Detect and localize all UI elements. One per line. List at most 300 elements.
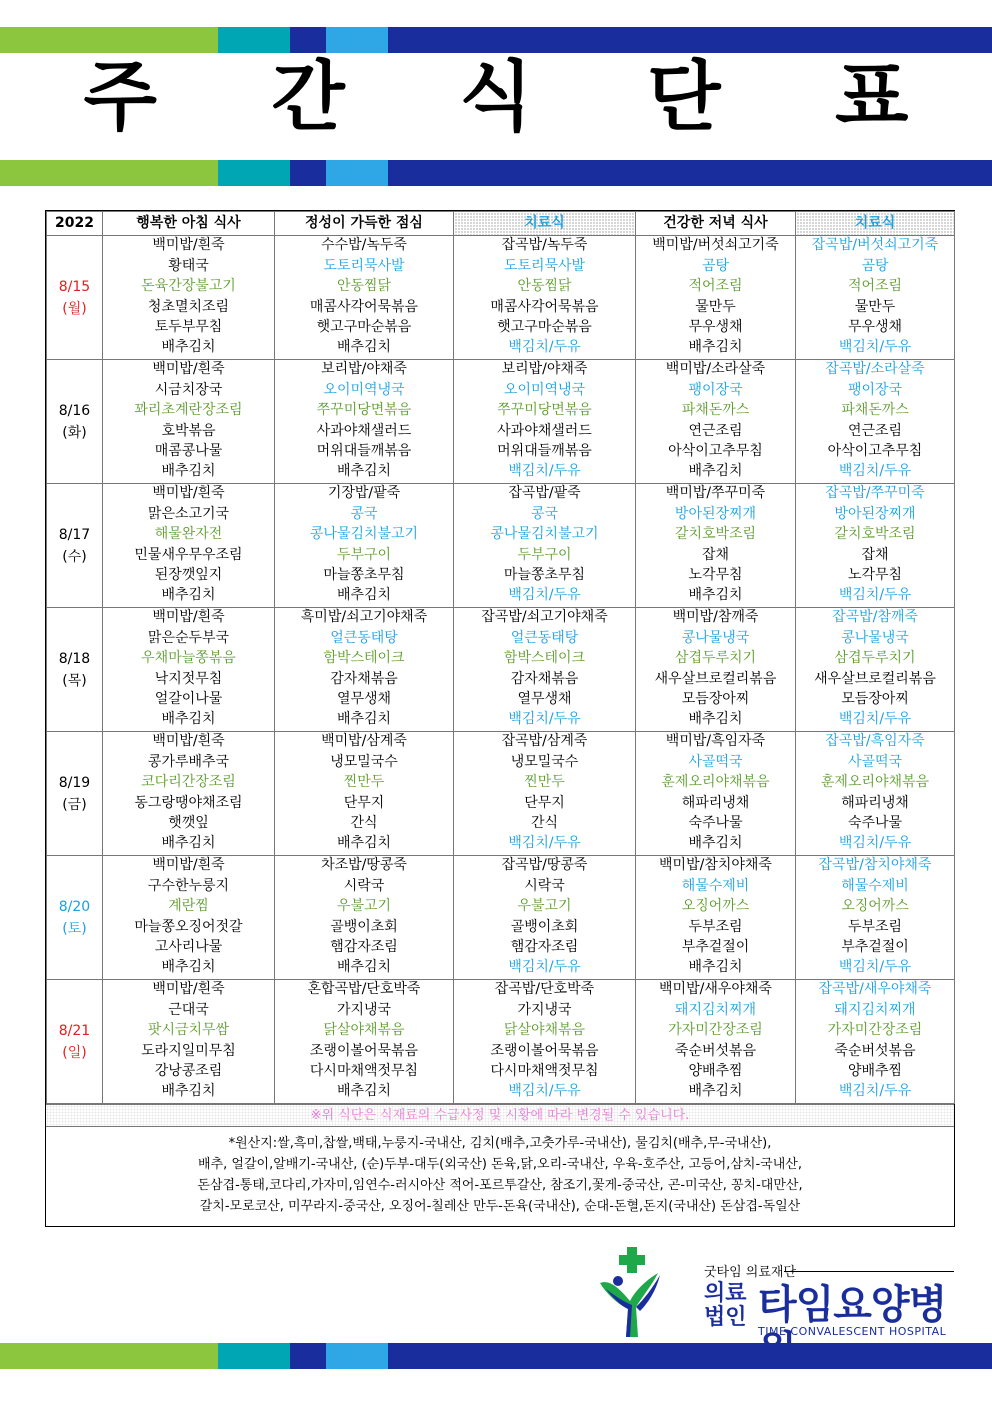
menu-item: 간식 (350, 814, 378, 831)
menu-item: 백미밥/소라살죽 (665, 361, 766, 378)
therapy-lunch-header: 치료식 (454, 212, 636, 236)
weekday-label: (목) (62, 672, 87, 689)
menu-item: 백미밥/흰죽 (152, 857, 225, 874)
lunch-cell (275, 608, 454, 732)
menu-item: 백김치/두유 (508, 463, 581, 480)
header-row (47, 212, 955, 236)
menu-item: 시금치장국 (154, 381, 223, 398)
dinner-header: 건강한 저녁 식사 (636, 212, 796, 236)
logo-emblem-icon (596, 1245, 706, 1340)
menu-item: 햄감자조림 (510, 938, 579, 955)
menu-item: 무우생채 (847, 318, 903, 335)
menu-item: 얼큰동태탕 (330, 629, 398, 646)
menu-item: 훈제오리야채볶음 (820, 774, 930, 791)
menu-item: 조랭이볼어묵볶음 (309, 1042, 419, 1059)
menu-item: 단무지 (524, 794, 565, 811)
menu-item: 갈치호박조림 (834, 526, 916, 543)
menu-item: 수수밥/녹두죽 (321, 237, 407, 254)
menu-item: 배추김치 (161, 835, 216, 852)
origin-line: 배추, 얼갈이,알배기-국내산, (순)두부-대두(외국산) 돈육,닭,오리-국내산, 우육-호주산, 고등어,삼치-국내산, (198, 1157, 802, 1172)
lunch-cell (275, 856, 454, 980)
menu-item: 잡채 (701, 546, 730, 563)
menu-item: 백김치/두유 (508, 339, 581, 356)
menu-item: 오징어까스 (681, 898, 750, 915)
menu-item: 우불고기 (336, 898, 392, 915)
menu-item: 마늘쫑초무침 (503, 566, 586, 583)
menu-item: 방아된장찌개 (674, 505, 757, 522)
menu-item: 배추김치 (161, 711, 216, 728)
logo-kind-bottom: 법인 (704, 1305, 747, 1330)
menu-item: 배추김치 (161, 1083, 216, 1100)
menu-grid (46, 211, 955, 1104)
menu-item: 백김치/두유 (838, 711, 912, 728)
menu-item: 백김치/두유 (508, 711, 581, 728)
menu-item: 우불고기 (517, 898, 572, 915)
menu-item: 골뱅이초회 (330, 918, 398, 935)
menu-item: 가자미간장조림 (827, 1022, 923, 1039)
menu-item: 백김치/두유 (838, 339, 912, 356)
menu-item: 도토리묵사발 (323, 257, 405, 274)
menu-item: 된장깻잎지 (154, 566, 223, 583)
menu-item: 두부구이 (517, 546, 572, 563)
origin-line: 갈치-모로코산, 미꾸라지-중국산, 오징어-칠레산 만두-돈육(국내산), 순대-돈혈,돈지(국내산) 돈삼겹-독일산 (199, 1199, 801, 1214)
menu-item: 잡곡밥/쭈꾸미죽 (825, 485, 925, 502)
menu-item: 쭈꾸미당면볶음 (316, 402, 412, 419)
therapy-dinner-cell (796, 856, 955, 980)
menu-item: 배추김치 (161, 587, 216, 604)
menu-item: 백김치/두유 (838, 835, 912, 852)
menu-item: 돼지김치찌개 (674, 1001, 757, 1018)
menu-item: 도라지일미무침 (141, 1042, 236, 1059)
menu-item: 죽순버섯볶음 (834, 1042, 916, 1059)
menu-item: 새우살브로컬리볶음 (654, 670, 777, 687)
menu-item: 팽이장국 (847, 381, 903, 398)
menu-item: 토두부무침 (154, 318, 223, 335)
therapy-lunch-cell (454, 856, 636, 980)
menu-item: 조랭이볼어묵볶음 (490, 1042, 599, 1059)
menu-item: 잡곡밥/녹두죽 (501, 237, 588, 254)
therapy-dinner-cell (796, 360, 955, 484)
menu-item: 노각무침 (847, 566, 903, 583)
menu-item: 잡곡밥/참깨죽 (832, 609, 918, 626)
menu-item: 노각무침 (688, 566, 743, 583)
weekday-label: (토) (62, 920, 87, 937)
weekday-label: (금) (62, 796, 87, 813)
menu-item: 잡곡밥/소라살죽 (825, 361, 925, 378)
menu-item: 햄감자조림 (330, 938, 398, 955)
menu-item: 호박볶음 (161, 422, 216, 439)
menu-item: 청초멸치조림 (147, 298, 230, 315)
breakfast-cell (103, 856, 275, 980)
menu-body (47, 236, 955, 1104)
therapy-dinner-cell (796, 980, 955, 1104)
menu-item: 강낭콩조림 (154, 1062, 223, 1079)
day-row (47, 732, 955, 856)
date-label: 8/17 (58, 526, 91, 543)
menu-item: 삼겹두루치기 (834, 650, 916, 667)
menu-item: 적어조림 (688, 278, 743, 295)
menu-item: 혼합곡밥/단호박죽 (307, 981, 421, 998)
dinner-cell (636, 980, 796, 1104)
menu-item: 배추김치 (336, 587, 392, 604)
menu-item: 마늘쫑초무침 (323, 566, 405, 583)
menu-item: 햇고구마순볶음 (316, 318, 412, 335)
menu-item: 오징어까스 (841, 898, 909, 915)
menu-item: 햇고구마순볶음 (497, 318, 592, 335)
menu-item: 얼갈이나물 (154, 690, 223, 707)
menu-item: 골뱅이초회 (510, 918, 579, 935)
menu-item: 배추김치 (336, 959, 392, 976)
menu-item: 백미밥/쭈꾸미죽 (665, 485, 766, 502)
menu-item: 콩국 (350, 505, 378, 522)
menu-item: 잡곡밥/땅콩죽 (501, 857, 588, 874)
menu-item: 배추김치 (688, 587, 743, 604)
logo-kind-top: 의료 (704, 1281, 747, 1306)
menu-item: 백김치/두유 (508, 587, 581, 604)
menu-item: 삼겹두루치기 (674, 650, 757, 667)
menu-item: 숙주나물 (847, 814, 903, 831)
menu-item: 잡곡밥/버섯쇠고기죽 (811, 237, 939, 254)
menu-item: 맑은순두부국 (147, 629, 230, 646)
menu-item: 맑은소고기국 (147, 505, 230, 522)
menu-item: 차조밥/땅콩죽 (321, 857, 407, 874)
day-row (47, 360, 955, 484)
menu-item: 가지냉국 (517, 1001, 572, 1018)
origin-line: 돈삼겹-통태,코다리,가자미,임연수-러시아산 적어-포르투갈산, 참조기,꽃게-중국산, 곤-미국산, 꽁치-대만산, (197, 1178, 803, 1193)
therapy-lunch-cell (454, 360, 636, 484)
menu-item: 부추겉절이 (681, 938, 750, 955)
menu-item: 파채돈까스 (841, 402, 909, 419)
menu-item: 배추김치 (161, 463, 216, 480)
menu-item: 방아된장찌개 (834, 505, 916, 522)
dinner-cell (636, 856, 796, 980)
menu-item: 보리밥/야채죽 (321, 361, 407, 378)
therapy-dinner-cell (796, 608, 955, 732)
menu-item: 팽이장국 (688, 381, 743, 398)
menu-item: 백김치/두유 (508, 1083, 581, 1100)
menu-item: 배추김치 (336, 339, 392, 356)
menu-item: 백미밥/흰죽 (152, 609, 225, 626)
menu-item: 새우살브로컬리볶음 (814, 670, 936, 687)
date-label: 8/15 (58, 278, 91, 295)
menu-item: 아삭이고추무침 (668, 442, 763, 459)
menu-item: 보리밥/야채죽 (501, 361, 588, 378)
menu-item: 두부조림 (847, 918, 903, 935)
menu-item: 배추김치 (688, 1083, 743, 1100)
menu-item: 기장밥/팥죽 (327, 485, 401, 502)
change-notice: ※위 식단은 식재료의 수급사정 및 시황에 따라 변경될 수 있습니다. (46, 1104, 954, 1126)
top-stripe (0, 27, 992, 53)
menu-item: 훈제오리야채볶음 (661, 774, 770, 791)
origin-line: *원산지:쌀,흑미,찹쌀,백태,누룽지-국내산, 김치(배추,고춧가루-국내산), 물김치(배추,무-국내산), (228, 1136, 772, 1151)
menu-item: 배추김치 (336, 463, 392, 480)
menu-item: 동그랑땡야채조림 (134, 794, 243, 811)
dinner-cell (636, 360, 796, 484)
menu-item: 배추김치 (688, 339, 743, 356)
day-row (47, 980, 955, 1104)
menu-item: 찐만두 (524, 774, 565, 791)
lunch-cell (275, 980, 454, 1104)
menu-item: 단무지 (343, 794, 385, 811)
breakfast-cell (103, 608, 275, 732)
menu-item: 잡곡밥/쇠고기야채죽 (481, 609, 608, 626)
therapy-lunch-cell (454, 980, 636, 1104)
menu-item: 백김치/두유 (838, 959, 912, 976)
page-title: 주 간 식 단 표 (83, 52, 953, 141)
menu-item: 백미밥/흰죽 (152, 981, 225, 998)
menu-item: 사골떡국 (847, 753, 903, 770)
day-row (47, 236, 955, 360)
day-date (47, 484, 103, 608)
menu-item: 배추김치 (688, 959, 743, 976)
menu-item: 감자채볶음 (510, 670, 579, 687)
date-label: 8/18 (58, 650, 91, 667)
menu-item: 숙주나물 (688, 814, 743, 831)
menu-item: 모듬장아찌 (841, 690, 909, 707)
menu-item: 배추김치 (688, 463, 743, 480)
menu-item: 배추김치 (688, 835, 743, 852)
date-label: 8/20 (58, 898, 91, 915)
therapy-lunch-cell (454, 236, 636, 360)
menu-item: 낙지젓무침 (154, 670, 223, 687)
menu-item: 닭살야채볶음 (503, 1022, 586, 1039)
menu-item: 죽순버섯볶음 (674, 1042, 757, 1059)
lunch-cell (275, 484, 454, 608)
menu-item: 백미밥/흰죽 (152, 485, 225, 502)
date-label: 8/16 (58, 402, 91, 419)
menu-item: 콩나물김치불고기 (490, 526, 599, 543)
lunch-cell (275, 236, 454, 360)
therapy-lunch-cell (454, 608, 636, 732)
menu-item: 잡곡밥/참치야채죽 (818, 857, 932, 874)
menu-item: 오이미역냉국 (323, 381, 405, 398)
menu-item: 감자채볶음 (330, 670, 398, 687)
menu-item: 물만두 (854, 298, 896, 315)
menu-item: 콩나물냉국 (841, 629, 909, 646)
menu-item: 잡곡밥/단호박죽 (494, 981, 595, 998)
logo-name: 타임요양병 (758, 1282, 947, 1328)
menu-item: 해물수제비 (681, 877, 750, 894)
date-label: 8/21 (58, 1022, 91, 1039)
menu-item: 부추겉절이 (841, 938, 909, 955)
menu-item: 곰탕 (861, 257, 889, 274)
weekday-label: (화) (62, 424, 87, 441)
menu-item: 머위대들깨볶음 (316, 442, 412, 459)
menu-item: 팟시금치무쌈 (147, 1022, 230, 1039)
menu-item: 가자미간장조림 (668, 1022, 763, 1039)
day-date (47, 980, 103, 1104)
menu-item: 배추김치 (336, 835, 392, 852)
menu-item: 백김치/두유 (838, 463, 912, 480)
day-date (47, 732, 103, 856)
menu-item: 고사리나물 (154, 938, 223, 955)
menu-item: 사골떡국 (688, 753, 743, 770)
origin-info (46, 1126, 954, 1217)
dinner-cell (636, 236, 796, 360)
menu-item: 콩나물김치불고기 (309, 526, 419, 543)
menu-item: 연근조림 (688, 422, 743, 439)
menu-item: 냉모밀국수 (330, 753, 398, 770)
menu-item: 백미밥/흑임자죽 (665, 733, 766, 750)
menu-item: 도토리묵사발 (503, 257, 586, 274)
menu-item: 콩나물냉국 (681, 629, 750, 646)
menu-item: 간식 (530, 814, 559, 831)
menu-item: 잡곡밥/팥죽 (508, 485, 581, 502)
menu-item: 물만두 (695, 298, 736, 315)
year-header: 2022 (47, 212, 103, 236)
menu-item: 머위대들깨볶음 (497, 442, 592, 459)
menu-item: 매콤콩나물 (154, 442, 223, 459)
therapy-lunch-cell (454, 732, 636, 856)
menu-item: 해물완자전 (154, 526, 223, 543)
menu-item: 무우생채 (688, 318, 743, 335)
menu-item: 백미밥/흰죽 (152, 237, 225, 254)
day-row (47, 856, 955, 980)
menu-item: 사과야채샐러드 (316, 422, 412, 439)
menu-item: 꽈리초계란장조림 (134, 402, 243, 419)
menu-item: 오이미역냉국 (503, 381, 586, 398)
menu-item: 얼큰동태탕 (510, 629, 579, 646)
menu-item: 콩국 (530, 505, 559, 522)
menu-item: 돼지김치찌개 (834, 1001, 916, 1018)
menu-item: 해파리냉채 (681, 794, 750, 811)
menu-item: 백미밥/새우야채죽 (659, 981, 772, 998)
menu-item: 배추김치 (336, 711, 392, 728)
menu-item: 열무생채 (336, 690, 392, 707)
menu-item: 백미밥/흰죽 (152, 361, 225, 378)
menu-item: 백김치/두유 (838, 1083, 912, 1100)
breakfast-cell (103, 484, 275, 608)
breakfast-cell (103, 980, 275, 1104)
menu-item: 계란찜 (168, 898, 209, 915)
menu-item: 곰탕 (701, 257, 730, 274)
menu-item: 백미밥/버섯쇠고기죽 (652, 237, 779, 254)
day-row (47, 608, 955, 732)
menu-item: 콩가루배추국 (147, 753, 230, 770)
menu-item: 백미밥/흰죽 (152, 733, 225, 750)
menu-item: 두부조림 (688, 918, 743, 935)
therapy-dinner-cell (796, 732, 955, 856)
menu-item: 잡곡밥/흑임자죽 (825, 733, 925, 750)
menu-item: 찐만두 (343, 774, 385, 791)
menu-item: 근대국 (168, 1001, 209, 1018)
breakfast-cell (103, 236, 275, 360)
menu-item: 가지냉국 (336, 1001, 392, 1018)
menu-item: 구수한누룽지 (147, 877, 230, 894)
therapy-dinner-cell (796, 484, 955, 608)
menu-item: 열무생채 (517, 690, 572, 707)
menu-item: 백미밥/참치야채죽 (659, 857, 772, 874)
day-row (47, 484, 955, 608)
menu-item: 황태국 (168, 257, 209, 274)
date-label: 8/19 (58, 774, 91, 791)
logo-divider (784, 1271, 954, 1272)
menu-item: 배추김치 (161, 339, 216, 356)
day-date (47, 360, 103, 484)
menu-item: 사과야채샐러드 (497, 422, 592, 439)
menu-item: 냉모밀국수 (510, 753, 579, 770)
breakfast-cell (103, 732, 275, 856)
menu-item: 양배추찜 (847, 1062, 903, 1079)
menu-item: 쭈꾸미당면볶음 (497, 402, 592, 419)
menu-item: 배추김치 (161, 959, 216, 976)
logo-foundation: 굿타임 의료재단 (704, 1265, 797, 1280)
lunch-cell (275, 360, 454, 484)
menu-item: 배추김치 (688, 711, 743, 728)
menu-item: 햇깻잎 (168, 814, 209, 831)
menu-item: 코다리간장조림 (141, 774, 236, 791)
menu-item: 해파리냉채 (841, 794, 909, 811)
menu-item: 갈치호박조림 (674, 526, 757, 543)
menu-item: 민물새우무우조림 (134, 546, 243, 563)
menu-item: 시락국 (343, 877, 385, 894)
menu-item: 적어조림 (847, 278, 903, 295)
menu-item: 매콤사각어묵볶음 (490, 298, 599, 315)
weekday-label: (수) (62, 548, 87, 565)
menu-item: 해물수제비 (841, 877, 909, 894)
weekday-label: (월) (62, 300, 87, 317)
menu-item: 다시마채액젓무침 (309, 1062, 419, 1079)
menu-item: 백김치/두유 (838, 587, 912, 604)
menu-item: 백김치/두유 (508, 959, 581, 976)
menu-item: 돈육간장불고기 (141, 278, 236, 295)
menu-item: 우채마늘쫑볶음 (141, 650, 236, 667)
dinner-cell (636, 608, 796, 732)
lunch-header: 정성이 가득한 점심 (275, 212, 454, 236)
day-date (47, 856, 103, 980)
day-date (47, 608, 103, 732)
hospital-logo (596, 1245, 966, 1340)
menu-item: 백김치/두유 (508, 835, 581, 852)
menu-item: 아삭이고추무침 (827, 442, 923, 459)
lunch-cell (275, 732, 454, 856)
menu-item: 백미밥/삼계죽 (321, 733, 407, 750)
menu-item: 연근조림 (847, 422, 903, 439)
weekly-menu-table (45, 210, 955, 1227)
menu-item: 시락국 (524, 877, 565, 894)
menu-item: 닭살야채볶음 (323, 1022, 405, 1039)
menu-item: 마늘쫑오징어젓갈 (134, 918, 243, 935)
menu-item: 안동찜닭 (517, 278, 572, 295)
weekday-label: (일) (62, 1044, 87, 1061)
breakfast-cell (103, 360, 275, 484)
title-underline-stripe (0, 160, 992, 186)
therapy-lunch-cell (454, 484, 636, 608)
dinner-cell (636, 732, 796, 856)
menu-item: 두부구이 (336, 546, 392, 563)
therapy-dinner-header: 치료식 (796, 212, 955, 236)
menu-item: 매콤사각어묵볶음 (309, 298, 419, 315)
dinner-cell (636, 484, 796, 608)
menu-item: 모듬장아찌 (681, 690, 750, 707)
bottom-stripe (0, 1343, 992, 1369)
menu-item: 잡채 (861, 546, 889, 563)
menu-item: 파채돈까스 (681, 402, 750, 419)
menu-item: 배추김치 (336, 1083, 392, 1100)
menu-item: 잡곡밥/새우야채죽 (818, 981, 932, 998)
menu-item: 백미밥/참깨죽 (672, 609, 759, 626)
menu-item: 흑미밥/쇠고기야채죽 (300, 609, 428, 626)
menu-item: 함박스테이크 (503, 650, 586, 667)
menu-item: 함박스테이크 (323, 650, 405, 667)
therapy-dinner-cell (796, 236, 955, 360)
menu-item: 잡곡밥/삼계죽 (501, 733, 588, 750)
menu-item: 양배추찜 (688, 1062, 743, 1079)
day-date (47, 236, 103, 360)
breakfast-header: 행복한 아침 식사 (103, 212, 275, 236)
logo-english: TIME CONVALESCENT HOSPITAL (758, 1325, 947, 1338)
menu-item: 다시마채액젓무침 (490, 1062, 599, 1079)
